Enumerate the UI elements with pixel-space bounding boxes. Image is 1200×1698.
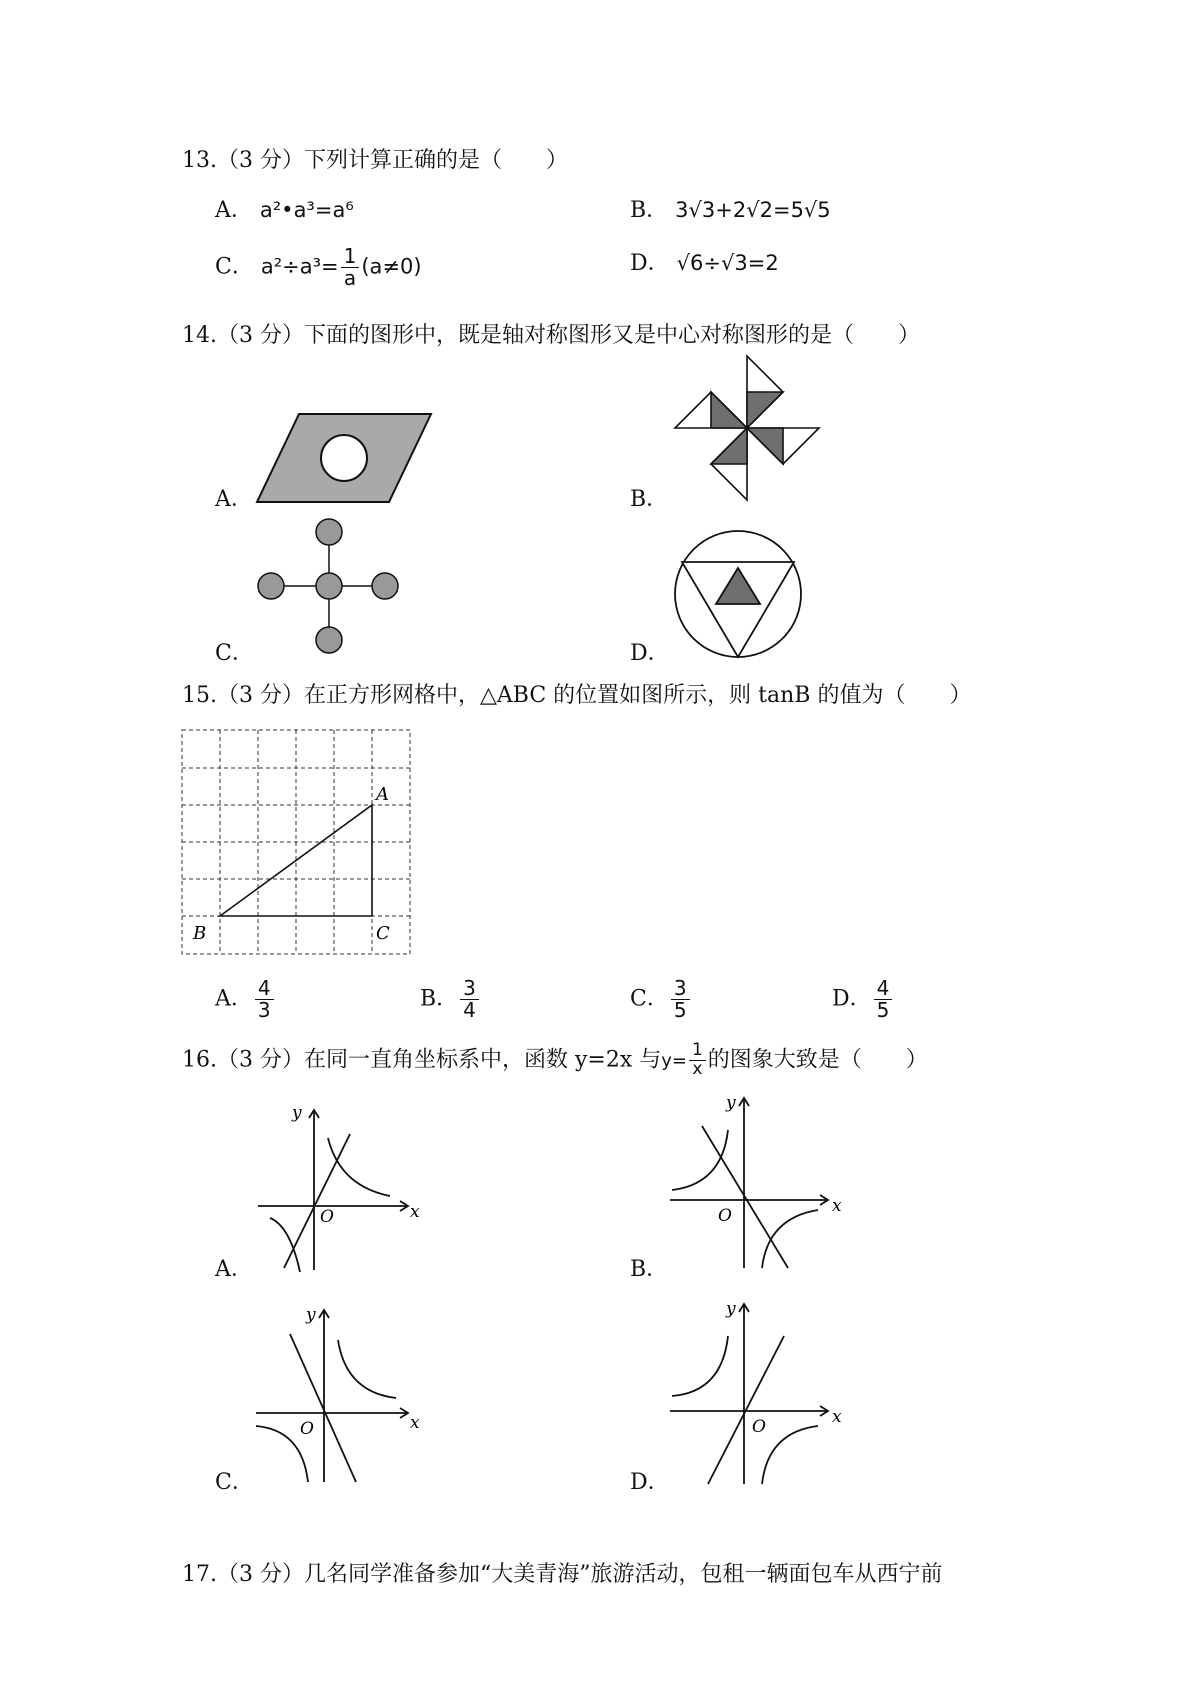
q15-option-c <box>630 978 692 1021</box>
origin-label: O <box>718 1206 732 1226</box>
stem-text: 的图象大致是（ ） <box>707 1047 928 1073</box>
q16-option-d-label: D． <box>630 1470 670 1495</box>
parallelogram-with-hole-figure <box>255 410 435 510</box>
q15-stem: 15.（3 分）在正方形网格中，△ABC 的位置如图所示，则 tanB 的值为（ ） <box>182 683 972 708</box>
y-axis-label: y <box>726 1299 736 1319</box>
x-axis-label: x <box>832 1196 842 1216</box>
q15-option-b <box>420 978 481 1021</box>
q13-option-a <box>215 193 354 224</box>
q16-option-a-label: A． <box>215 1257 253 1282</box>
option-label: B． <box>420 986 459 1012</box>
q13-option-c <box>215 246 422 289</box>
point-b-label: B <box>193 923 207 944</box>
q16-option-b-label: B． <box>630 1257 669 1282</box>
fraction <box>874 978 893 1021</box>
option-label: B． <box>630 198 669 223</box>
option-label: C． <box>215 254 254 280</box>
q15-option-a <box>215 978 276 1021</box>
option-label: D． <box>630 251 670 276</box>
fraction <box>255 978 274 1021</box>
fraction-numerator: 1 <box>341 246 360 268</box>
q16-stem <box>182 1042 928 1079</box>
option-label: C． <box>630 986 669 1012</box>
graph-b-figure <box>662 1090 847 1275</box>
square-grid-triangle-figure <box>180 728 415 958</box>
fraction-numerator: 4 <box>255 978 274 1000</box>
y-axis-label: y <box>726 1093 736 1113</box>
fraction <box>460 978 479 1021</box>
math-expression: (a≠0) <box>361 254 422 279</box>
option-label: D． <box>832 986 872 1012</box>
q17-stem: 17.（3 分）几名同学准备参加“大美青海”旅游活动，包租一辆面包车从西宁前 <box>182 1562 943 1587</box>
fraction-numerator: 3 <box>671 978 690 1000</box>
x-axis-label: x <box>832 1407 842 1427</box>
fraction <box>671 978 690 1021</box>
origin-label: O <box>752 1417 766 1437</box>
circle-triangles-figure <box>670 530 810 660</box>
graph-d-figure <box>662 1296 847 1488</box>
fraction-denominator: x <box>692 1058 703 1079</box>
math-expression: a²÷a³= <box>260 254 339 279</box>
q13-stem: 13.（3 分）下列计算正确的是（ ） <box>182 148 568 173</box>
fraction-denominator: 4 <box>463 998 476 1022</box>
q14-option-b-label: B． <box>630 487 669 512</box>
option-label: A． <box>215 198 253 223</box>
q14-option-c-label: C． <box>215 641 254 666</box>
origin-label: O <box>300 1419 314 1439</box>
pinwheel-figure <box>672 353 822 503</box>
q14-option-a-label: A． <box>215 487 253 512</box>
q13-option-b <box>630 193 831 224</box>
graph-c-figure <box>250 1300 425 1485</box>
x-axis-label: x <box>410 1202 420 1222</box>
q13-option-d <box>630 246 779 277</box>
math-expression: a²•a³=a⁶ <box>259 198 354 222</box>
y-axis-label: y <box>292 1103 302 1123</box>
fraction-denominator: 3 <box>257 998 271 1022</box>
math-expression: √6÷√3=2 <box>676 251 779 275</box>
y-axis-label: y <box>306 1305 316 1325</box>
q14-option-d-label: D． <box>630 641 670 666</box>
fraction-denominator: a <box>343 266 357 290</box>
fraction-denominator: 5 <box>673 998 687 1022</box>
q15-option-d <box>832 978 894 1021</box>
fraction-numerator: 1 <box>689 1042 706 1061</box>
q16-option-c-label: C． <box>215 1470 254 1495</box>
stem-text: 16.（3 分）在同一直角坐标系中，函数 y=2x 与 <box>182 1047 662 1073</box>
origin-label: O <box>320 1207 334 1227</box>
fraction <box>341 246 360 289</box>
q14-stem: 14.（3 分）下面的图形中，既是轴对称图形又是中心对称图形的是（ ） <box>182 323 920 348</box>
graph-a-figure <box>250 1100 425 1275</box>
x-axis-label: x <box>410 1413 420 1433</box>
fraction-denominator: 5 <box>876 998 890 1022</box>
fraction-numerator: 4 <box>874 978 893 1000</box>
option-label: A． <box>215 986 253 1012</box>
math-expression: 3√3+2√2=5√5 <box>675 198 831 222</box>
fraction <box>689 1042 706 1079</box>
math-expression: y= <box>661 1050 687 1072</box>
point-c-label: C <box>376 923 390 944</box>
fraction-numerator: 3 <box>460 978 479 1000</box>
cross-of-circles-figure <box>254 515 404 660</box>
point-a-label: A <box>376 784 389 805</box>
